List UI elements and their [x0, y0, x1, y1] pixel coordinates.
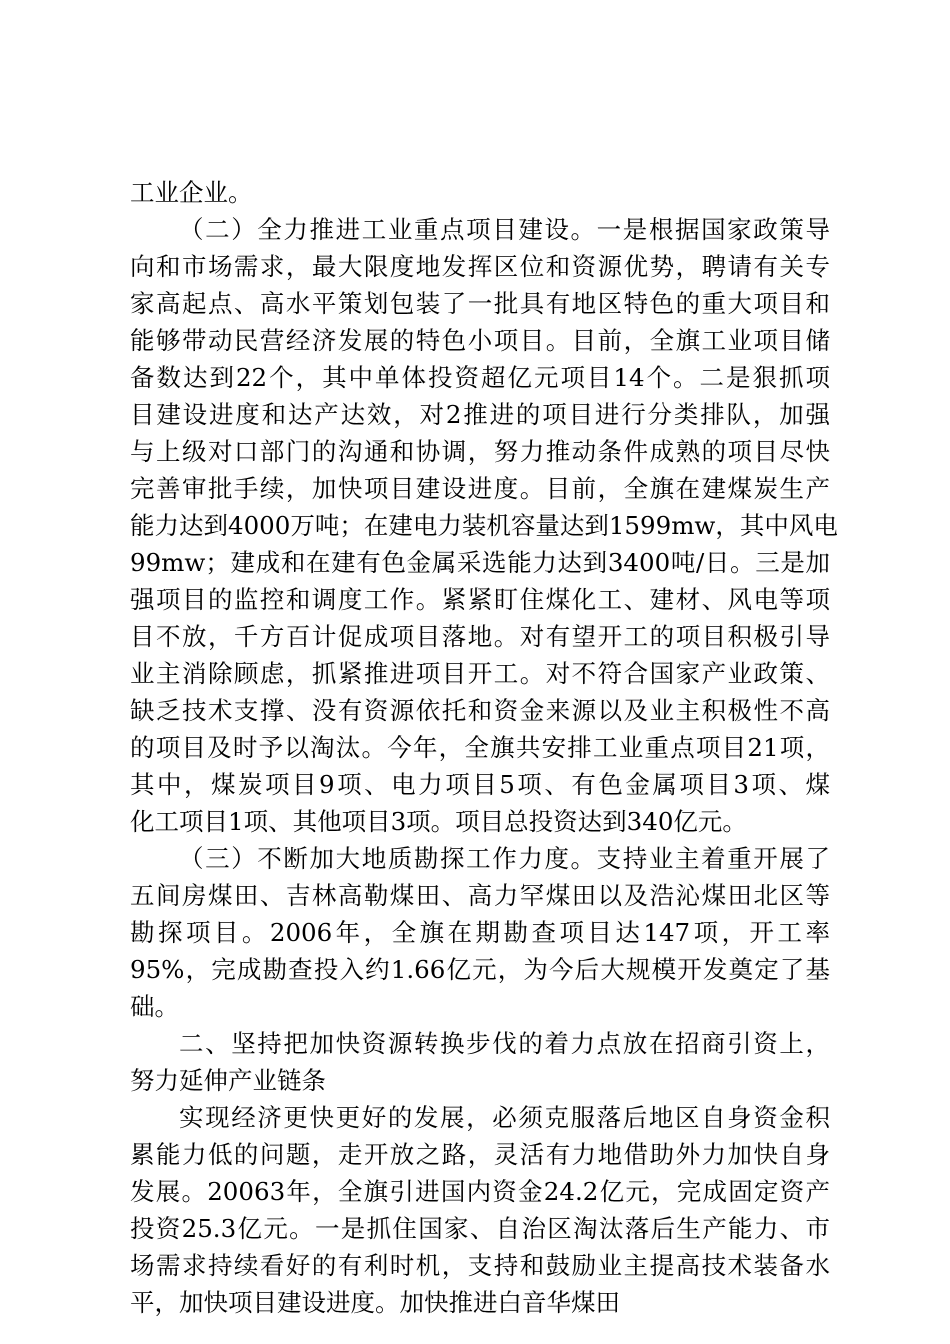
text-line: 能够带动民营经济发展的特色小项目。目前，全旗工业项目储 — [130, 326, 830, 355]
text-line: 99mw；建成和在建有色金属采选能力达到3400吨/日。三是加 — [130, 548, 830, 577]
text-line: 投资25.3亿元。一是抓住国家、自治区淘汰落后生产能力、市 — [130, 1214, 830, 1243]
text-line: 场需求持续看好的有利时机，支持和鼓励业主提高技术装备水 — [130, 1251, 830, 1280]
text-line: 工业企业。 — [130, 178, 253, 207]
text-line: 业主消除顾虑，抓紧推进项目开工。对不符合国家产业政策、 — [130, 659, 830, 688]
text-line: 强项目的监控和调度工作。紧紧盯住煤化工、建材、风电等项 — [130, 585, 830, 614]
text-line: 备数达到22个，其中单体投资超亿元项目14个。二是狠抓项 — [130, 363, 830, 392]
text-line: 家高起点、高水平策划包装了一批具有地区特色的重大项目和 — [130, 289, 830, 318]
text-line: 完善审批手续，加快项目建设进度。目前，全旗在建煤炭生产 — [130, 474, 830, 503]
text-line: 能力达到4000万吨；在建电力装机容量达到1599mw，其中风电 — [130, 511, 838, 540]
text-line: （二）全力推进工业重点项目建设。一是根据国家政策导 — [179, 215, 830, 244]
section-heading: 二、坚持把加快资源转换步伐的着力点放在招商引资上， — [179, 1029, 830, 1058]
text-line: 95%，完成勘查投入约1.66亿元，为今后大规模开发奠定了基 — [130, 955, 830, 984]
text-line: 向和市场需求，最大限度地发挥区位和资源优势，聘请有关专 — [130, 252, 830, 281]
text-line: 的项目及时予以淘汰。今年，全旗共安排工业重点项目21项， — [130, 733, 830, 762]
text-line: 发展。20063年，全旗引进国内资金24.2亿元，完成固定资产 — [130, 1177, 830, 1206]
text-line: 五间房煤田、吉林高勒煤田、高力罕煤田以及浩沁煤田北区等 — [130, 881, 830, 910]
text-line: 累能力低的问题，走开放之路，灵活有力地借助外力加快自身 — [130, 1140, 830, 1169]
text-line: 础。 — [130, 992, 179, 1021]
text-line: 勘探项目。2006年，全旗在期勘查项目达147项，开工率 — [130, 918, 830, 947]
text-line: 与上级对口部门的沟通和协调，努力推动条件成熟的项目尽快 — [130, 437, 830, 466]
text-line: 其中，煤炭项目9项、电力项目5项、有色金属项目3项、煤 — [130, 770, 830, 799]
text-line: 目不放，千方百计促成项目落地。对有望开工的项目积极引导 — [130, 622, 830, 651]
text-line: 化工项目1项、其他项目3项。项目总投资达到340亿元。 — [130, 807, 747, 836]
text-line: 平，加快项目建设进度。加快推进白音华煤田 — [130, 1288, 620, 1317]
text-line: 缺乏技术支撑、没有资源依托和资金来源以及业主积极性不高 — [130, 696, 830, 725]
text-line: 目建设进度和达产达效，对2推进的项目进行分类排队，加强 — [130, 400, 830, 429]
section-heading: 努力延伸产业链条 — [130, 1066, 326, 1095]
text-line: 实现经济更快更好的发展，必须克服落后地区自身资金积 — [179, 1103, 830, 1132]
text-line: （三）不断加大地质勘探工作力度。支持业主着重开展了 — [179, 844, 830, 873]
